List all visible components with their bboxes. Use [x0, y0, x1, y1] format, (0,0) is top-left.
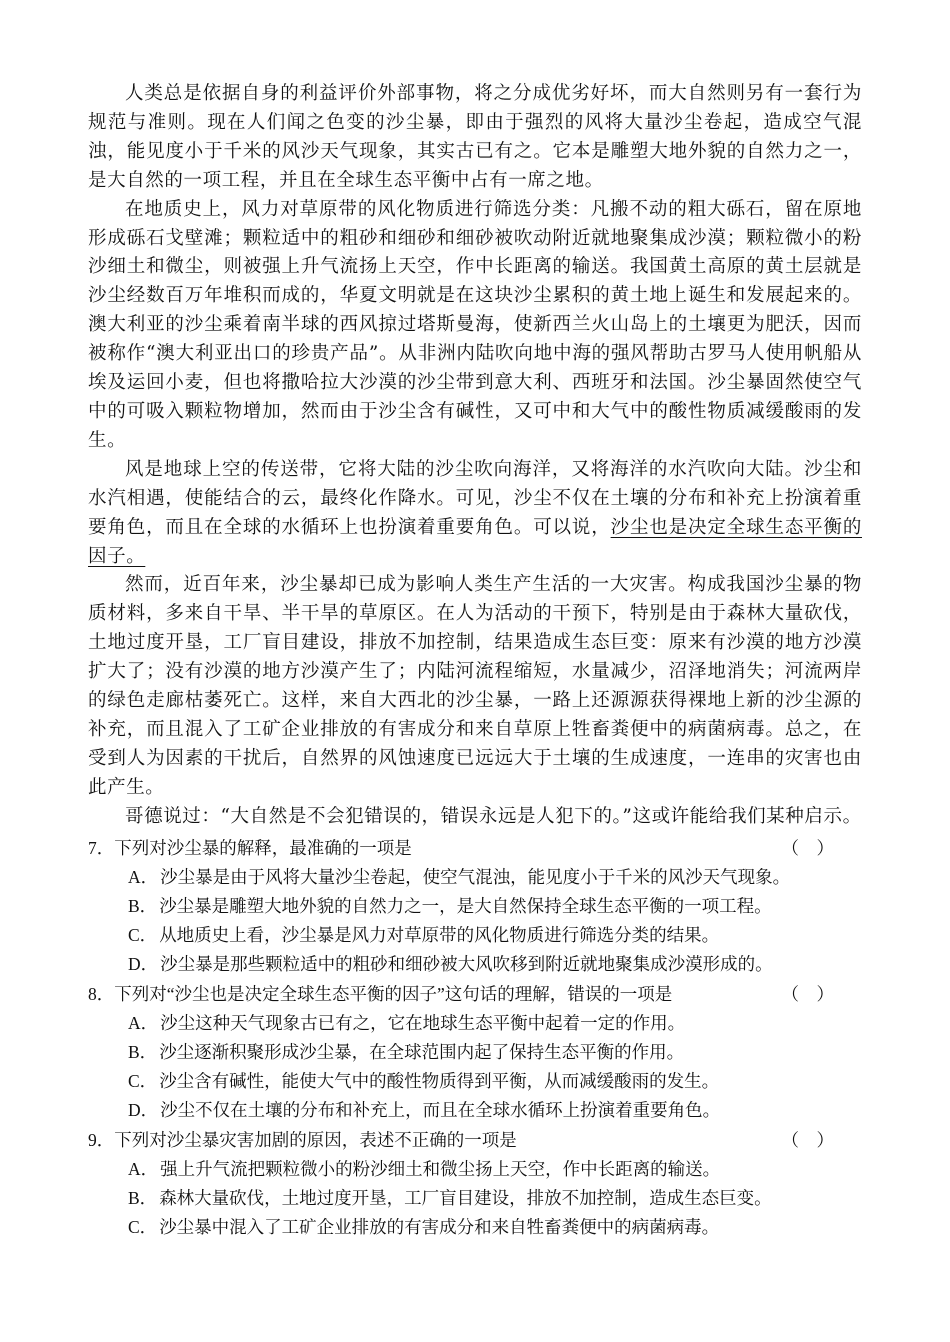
question-stem: 下列对沙尘暴的解释，最准确的一项是: [114, 837, 412, 858]
option-7a: [88, 863, 862, 892]
option-text: 沙尘逐渐积聚形成沙尘暴，在全球范围内起了保持生态平衡的作用。: [159, 1041, 685, 1062]
option-9c: [88, 1213, 862, 1242]
option-letter: D．: [128, 1100, 159, 1121]
answer-bracket: （ ）: [781, 837, 834, 858]
option-letter: B．: [128, 895, 158, 916]
question-9: [88, 1126, 862, 1155]
paragraph-3-text: 风是地球上空的传送带，它将大陆的沙尘吹向海洋，又将海洋的水汽吹向大陆。沙尘和水汽相遇，使能结合的云，最终化作降水。可见，沙尘不仅在土壤的分布和补充上扮演着重要角色，而且在全球的水循环上也扮演着重要角色。可以说，: [88, 458, 862, 538]
option-text: 森林大量砍伐，土地过度开垦，工厂盲目建设，排放不加控制，造成生态巨变。: [159, 1188, 772, 1208]
question-number: 8．: [88, 983, 115, 1004]
passage-paragraph-5: 哥德说过：“大自然是不会犯错误的，错误永远是人犯下的。”这或许能给我们某种启示。: [125, 805, 862, 827]
option-text: 沙尘暴是那些颗粒适中的粗砂和细砂被大风吹移到附近就地聚集成沙漠形成的。: [160, 954, 773, 975]
option-8a: [88, 1009, 862, 1038]
passage-paragraph-2: 在地质史上，风力对草原带的风化物质进行筛选分类：凡搬不动的粗大砾石，留在原地形成砾石戈壁滩；颗粒适中的粗砂和细砂和细砂被吹动附近就地聚集成沙漠；颗粒微小的粉沙细土和微尘，则被强上升气流扬上天空，作中长距离的输送。我国黄土高原的黄土层就是沙尘经数百万年堆积而成的，华夏文明就是在这块沙尘累积的黄土地上诞生和发展起来的。澳大利亚的沙尘乘着南半球的西风掠过塔斯曼海，使新西兰火山岛上的土壤更为肥沃，因而被称作“澳大利亚出口的珍贵产品”。从非洲内陆吹向地中海的强风帮助古罗马人使用帆船从埃及运回小麦，但也将撒哈拉大沙漠的沙尘带到意大利、西班牙和法国。沙尘暴固然使空气中的可吸入颗粒物增加，然而由于沙尘含有碱性，又可中和大气中的酸性物质减缓酸雨的发生。: [88, 198, 862, 451]
option-8d: [88, 1096, 862, 1125]
option-text: 从地质史上看，沙尘暴是风力对草原带的风化物质进行筛选分类的结果。: [159, 925, 720, 946]
option-7c: [88, 921, 862, 950]
option-letter: D．: [128, 954, 159, 975]
option-letter: B．: [128, 1188, 158, 1208]
option-letter: C．: [128, 1217, 158, 1238]
question-8: [88, 980, 862, 1009]
option-letter: B．: [128, 1041, 158, 1062]
option-text: 沙尘不仅在土壤的分布和补充上，而且在全球水循环上扮演着重要角色。: [160, 1100, 721, 1121]
question-number: 9．: [88, 1129, 115, 1150]
option-7b: [88, 892, 862, 921]
answer-bracket: （ ）: [781, 1129, 834, 1150]
option-text: 沙尘暴是雕塑大地外貌的自然力之一，是大自然保持全球生态平衡的一项工程。: [159, 895, 772, 916]
question-stem: 下列对“沙尘也是决定全球生态平衡的因子”这句话的理解，错误的一项是: [114, 983, 673, 1004]
option-letter: A．: [128, 1012, 159, 1033]
option-7d: [88, 950, 862, 979]
underlined-key-sentence: 沙尘也是决定全球生态平衡的因子。: [88, 516, 862, 567]
option-text: 强上升气流把颗粒微小的粉沙细土和微尘扬上天空，作中长距离的输送。: [160, 1158, 721, 1179]
option-8b: [88, 1038, 862, 1067]
passage-paragraph-4: 然而，近百年来，沙尘暴却已成为影响人类生产生活的一大灾害。构成我国沙尘暴的物质材料，多来自干旱、半干旱的草原区。在人为活动的干预下，特别是由于森林大量砍伐，土地过度开垦，工厂盲目建设，排放不加控制，结果造成生态巨变：原来有沙漠的地方沙漠扩大了；没有沙漠的地方沙漠产生了；内陆河流程缩短，水量减少，沼泽地消失；河流两岸的绿色走廊枯萎死亡。这样，来自大西北的沙尘暴，一路上还源源获得裸地上新的沙尘源的补充，而且混入了工矿企业排放的有害成分和来自草原上牲畜粪便中的病菌病毒。总之，在受到人为因素的干扰后，自然界的风蚀速度已远远大于土壤的生成速度，一连串的灾害也由此产生。: [88, 574, 862, 798]
option-text: 沙尘暴是由于风将大量沙尘卷起，使空气混浊，能见度小于千米的风沙天气现象。: [160, 866, 791, 887]
option-letter: A．: [128, 866, 159, 887]
option-letter: A．: [128, 1158, 159, 1179]
passage-paragraph-1: 人类总是依据自身的利益评价外部事物，将之分成优劣好坏，而大自然则另有一套行为规范与准则。现在人们闻之色变的沙尘暴，即由于强烈的风将大量沙尘卷起，造成空气混浊，能见度小于千米的风沙天气现象，其实古已有之。它本是雕塑大地外貌的自然力之一，是大自然的一项工程，并且在全球生态平衡中占有一席之地。: [88, 83, 862, 191]
document-page: [88, 80, 862, 1242]
option-letter: C．: [128, 925, 158, 946]
answer-bracket: （ ）: [781, 983, 834, 1004]
option-9b: [88, 1184, 862, 1213]
question-number: 7．: [88, 837, 115, 858]
passage-paragraph-3: [88, 456, 862, 572]
option-9a: [88, 1155, 862, 1184]
option-letter: C．: [128, 1071, 158, 1092]
option-text: 沙尘这种天气现象古已有之，它在地球生态平衡中起着一定的作用。: [160, 1012, 686, 1033]
question-list: [88, 834, 862, 1243]
option-text: 沙尘暴中混入了工矿企业排放的有害成分和来自牲畜粪便中的病菌病毒。: [159, 1217, 720, 1238]
question-stem: 下列对沙尘暴灾害加剧的原因，表述不正确的一项是: [114, 1129, 517, 1150]
option-8c: [88, 1067, 862, 1096]
question-7: [88, 834, 862, 863]
option-text: 沙尘含有碱性，能使大气中的酸性物质得到平衡，从而减缓酸雨的发生。: [159, 1071, 720, 1092]
